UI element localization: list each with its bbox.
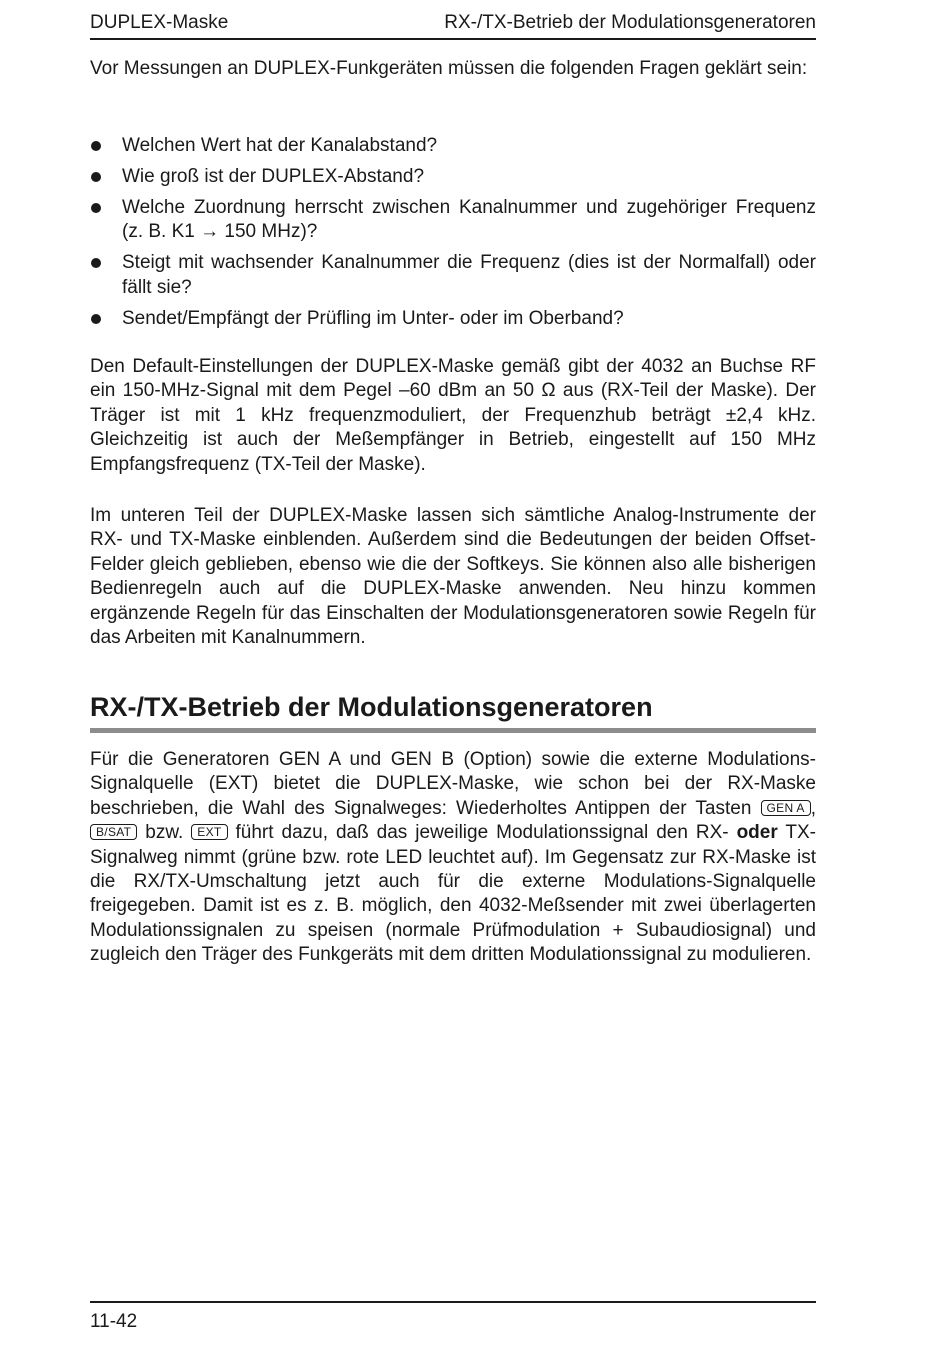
bullet-icon bbox=[91, 258, 101, 268]
page-footer bbox=[90, 1301, 816, 1337]
default-settings-paragraph: Den Default-Einstellungen der DUPLEX-Maske gemäß gibt der 4032 an Buchse RF ein 150-MHz-Signal mit dem Pegel –60 dBm an 50 Ω aus (RX-Teil der Maske). Der Träger ist mit 1 kHz frequenzmoduliert, der Frequenzhub beträgt ±2,4 kHz. Gleichzeitig ist auch der Meßempfänger in Betrieb, eingestellt auf 150 MHz Empfangsfrequenz (TX-Teil der Maske). bbox=[90, 356, 816, 475]
paragraph-text: , bbox=[810, 797, 816, 819]
bullet-icon bbox=[91, 314, 101, 324]
list-item-text: Wie groß ist der DUPLEX-Abstand? bbox=[122, 166, 425, 187]
paragraph-text: Für die Generatoren GEN A und GEN B (Option) sowie die externe Modulations-Signalquelle (EXT) bietet die DUPLEX-Maske, wie schon bei der RX-Maske beschrieben, die Wahl des Signalweges: Wiederholtes Antippen der Tasten bbox=[90, 749, 816, 819]
instruments-paragraph: Im unteren Teil der DUPLEX-Maske lassen sich sämtliche Analog-Instrumente der RX- und TX-Maske einblenden. Außerdem sind die Bedeutungen der beiden Offset-Felder gleich geblieben, ebenso wie die der Softkeys. Sie können also alle bisherigen Bedienregeln auch auf die DUPLEX-Maske anwenden. Neu hinzu kommen ergänzende Regeln für das Einschalten der Modulationsgeneratoren sowie Regeln für das Arbeiten mit Kanalnummern. bbox=[90, 505, 816, 649]
paragraph-text: führt dazu, daß das jeweilige Modulationssignal den RX- bbox=[227, 822, 737, 844]
list-item bbox=[90, 134, 816, 158]
page-header bbox=[90, 10, 816, 40]
list-item-text: Welchen Wert hat der Kanalabstand? bbox=[122, 135, 438, 156]
bullet-icon bbox=[91, 172, 101, 182]
paragraph-text: bzw. bbox=[137, 822, 192, 844]
list-item-text: Steigt mit wachsender Kanalnummer die Frequenz (dies ist der Normalfall) oder fällt sie? bbox=[122, 252, 816, 298]
key-gen-a: GEN A bbox=[761, 800, 811, 816]
section-heading: RX-/TX-Betrieb der Modulationsgeneratoren bbox=[90, 690, 816, 733]
list-item bbox=[90, 251, 816, 300]
page-number: 11-42 bbox=[90, 1311, 138, 1332]
header-chapter: DUPLEX-Maske bbox=[90, 12, 229, 33]
list-item bbox=[90, 196, 816, 245]
list-item bbox=[90, 307, 816, 331]
header-section: RX-/TX-Betrieb der Modulationsgeneratoren bbox=[444, 12, 816, 33]
intro-paragraph: Vor Messungen an DUPLEX-Funkgeräten müssen die folgenden Fragen geklärt sein: bbox=[90, 58, 808, 79]
bullet-icon bbox=[91, 141, 101, 151]
generators-paragraph bbox=[90, 748, 816, 968]
list-item bbox=[90, 165, 816, 189]
list-item-text: Sendet/Empfängt der Prüfling im Unter- oder im Oberband? bbox=[122, 307, 624, 329]
key-b-sat: B/SAT bbox=[90, 824, 137, 840]
question-list bbox=[90, 134, 816, 338]
list-item-text: Welche Zuordnung herrscht zwischen Kanalnummer und zugehöriger Frequenz (z. B. K1 → 150 MHz)? bbox=[122, 197, 816, 243]
paragraph-text: TX-Signalweg nimmt (grüne bzw. rote LED leuchtet auf). Im Gegensatz zur RX-Maske ist die RX/TX-Umschaltung jetzt auch für die externe Modulations-Signalquelle freigegeben. Damit ist es z. B. möglich, den 4032-Meßsender mit zwei überlagerten Modulationssignalen zu speisen (normale Prüfmodulation + Subaudiosignal) und zugleich den Träger des Funkgeräts mit dem dritten Modulationssignal zu modulieren. bbox=[90, 822, 817, 966]
key-ext: EXT bbox=[191, 824, 227, 840]
emphasis-text: oder bbox=[736, 822, 778, 844]
bullet-icon bbox=[91, 203, 101, 213]
